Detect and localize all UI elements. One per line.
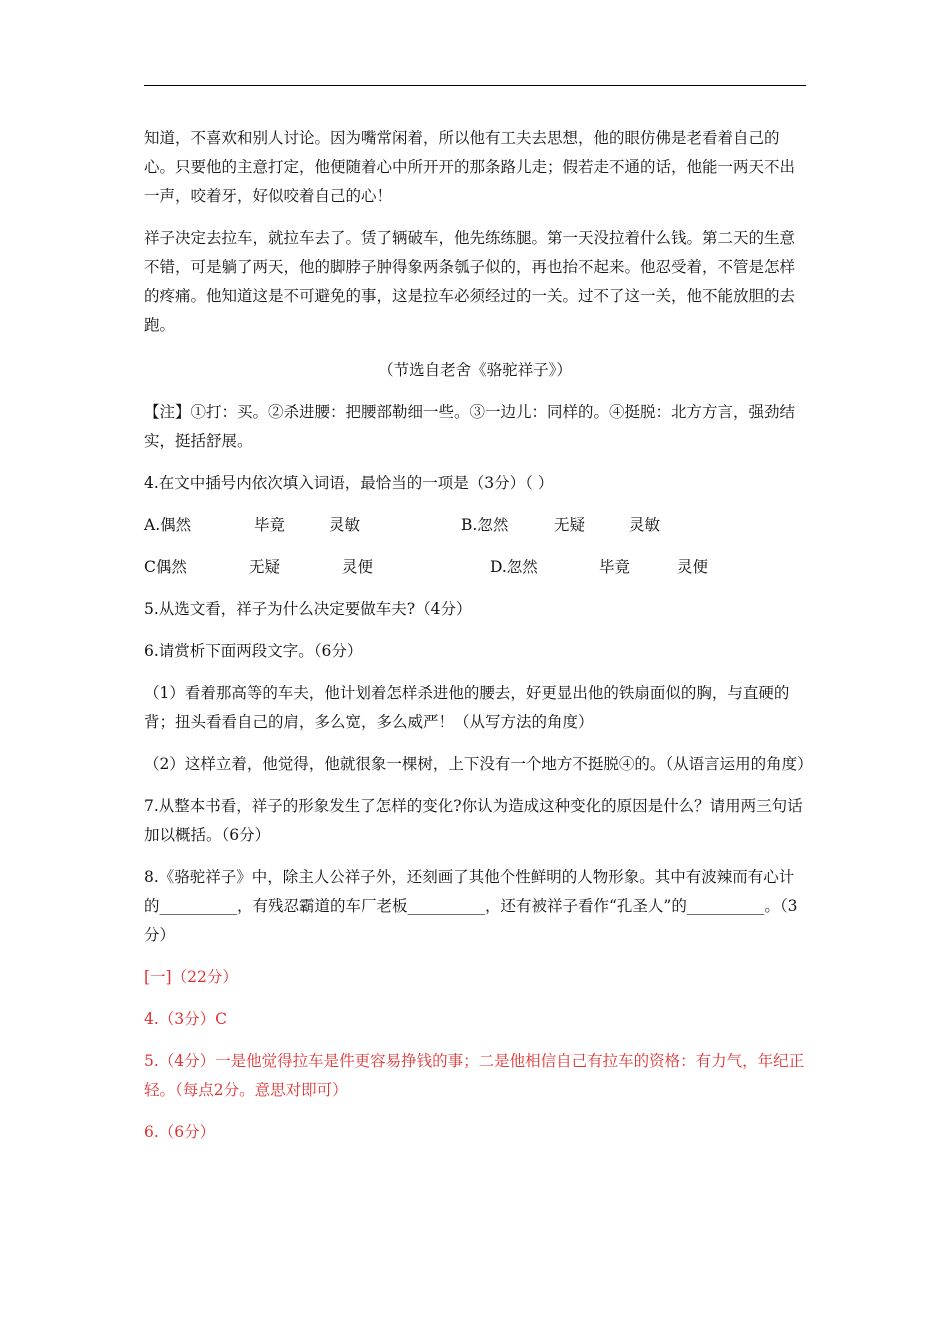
header-rule [144,85,806,86]
option-b-word-2: 无疑 [554,516,586,534]
answer-6: 6.（6分） [144,1123,216,1141]
question-4-options-row-2 [144,553,806,582]
option-c-word-2: 无疑 [249,558,281,576]
passage-source: （节选自老舍《骆驼祥子》） [378,361,572,379]
passage-note: 【注】①打：买。②杀进腰：把腰部勒细一些。③一边儿：同样的。④挺脱：北方方言，强劲结实，挺括舒展。 [144,403,796,450]
option-a-word-1: A.偶然 [144,516,192,534]
option-c-word-1: C偶然 [144,558,187,576]
question-5: 5.从选文看，祥子为什么决定要做车夫?（4分） [144,600,472,618]
option-d-word-1: D.忽然 [490,558,538,576]
option-c-word-3: 灵便 [342,558,374,576]
question-6-part-2: （2）这样立着，他觉得，他就很象一棵树，上下没有一个地方不挺脱④的。（从语言运用的角度） [144,755,813,773]
option-b-word-1: B.忽然 [461,516,509,534]
passage-paragraph-1: 知道，不喜欢和别人讨论。因为嘴常闲着，所以他有工夫去思想，他的眼仿佛是老看着自己的心。只要他的主意打定，他便随着心中所开开的那条路儿走；假若走不通的话，他能一两天不出一声，咬着牙，好似咬着自己的心！ [144,129,796,205]
question-4: 4.在文中插号内依次填入词语，最恰当的一项是（3分）（ ） [144,474,554,492]
answer-header: [一]（22分） [144,968,238,986]
answer-4: 4.（3分）C [144,1010,228,1028]
option-b-word-3: 灵敏 [629,516,661,534]
question-6-part-1: （1）看着那高等的车夫，他计划着怎样杀进他的腰去，好更显出他的铁扇面似的胸，与直硬的背；扭头看看自己的肩，多么宽，多么威严！（从写方法的角度） [144,684,790,731]
passage-paragraph-2: 祥子决定去拉车，就拉车去了。赁了辆破车，他先练练腿。第一天没拉着什么钱。第二天的生意不错，可是躺了两天，他的脚脖子肿得象两条瓠子似的，再也抬不起来。他忍受着，不管是怎样的疼痛。他知道这是不可避免的事，这是拉车必须经过的一关。过不了这一关，他不能放胆的去跑。 [144,229,796,334]
answer-5: 5.（4分）一是他觉得拉车是件更容易挣钱的事；二是他相信自己有拉车的资格：有力气，年纪正轻。（每点2分。意思对即可） [144,1052,805,1099]
question-4-options-row-1 [144,511,806,540]
option-d-word-2: 毕竟 [599,558,631,576]
option-d-word-3: 灵便 [677,558,709,576]
option-a-word-3: 灵敏 [329,516,361,534]
question-8: 8.《骆驼祥子》中，除主人公祥子外，还刻画了其他个性鲜明的人物形象。其中有波辣而有心计的__________，有残忍霸道的车厂老板__________，还有被祥子看作“孔圣人”的__________。（3分） [144,868,798,944]
question-7: 7.从整本书看，祥子的形象发生了怎样的变化?你认为造成这种变化的原因是什么？请用两三句话加以概括。（6分） [144,797,803,844]
option-a-word-2: 毕竟 [254,516,286,534]
question-6: 6.请赏析下面两段文字。（6分） [144,642,363,660]
document-content [144,124,813,1160]
